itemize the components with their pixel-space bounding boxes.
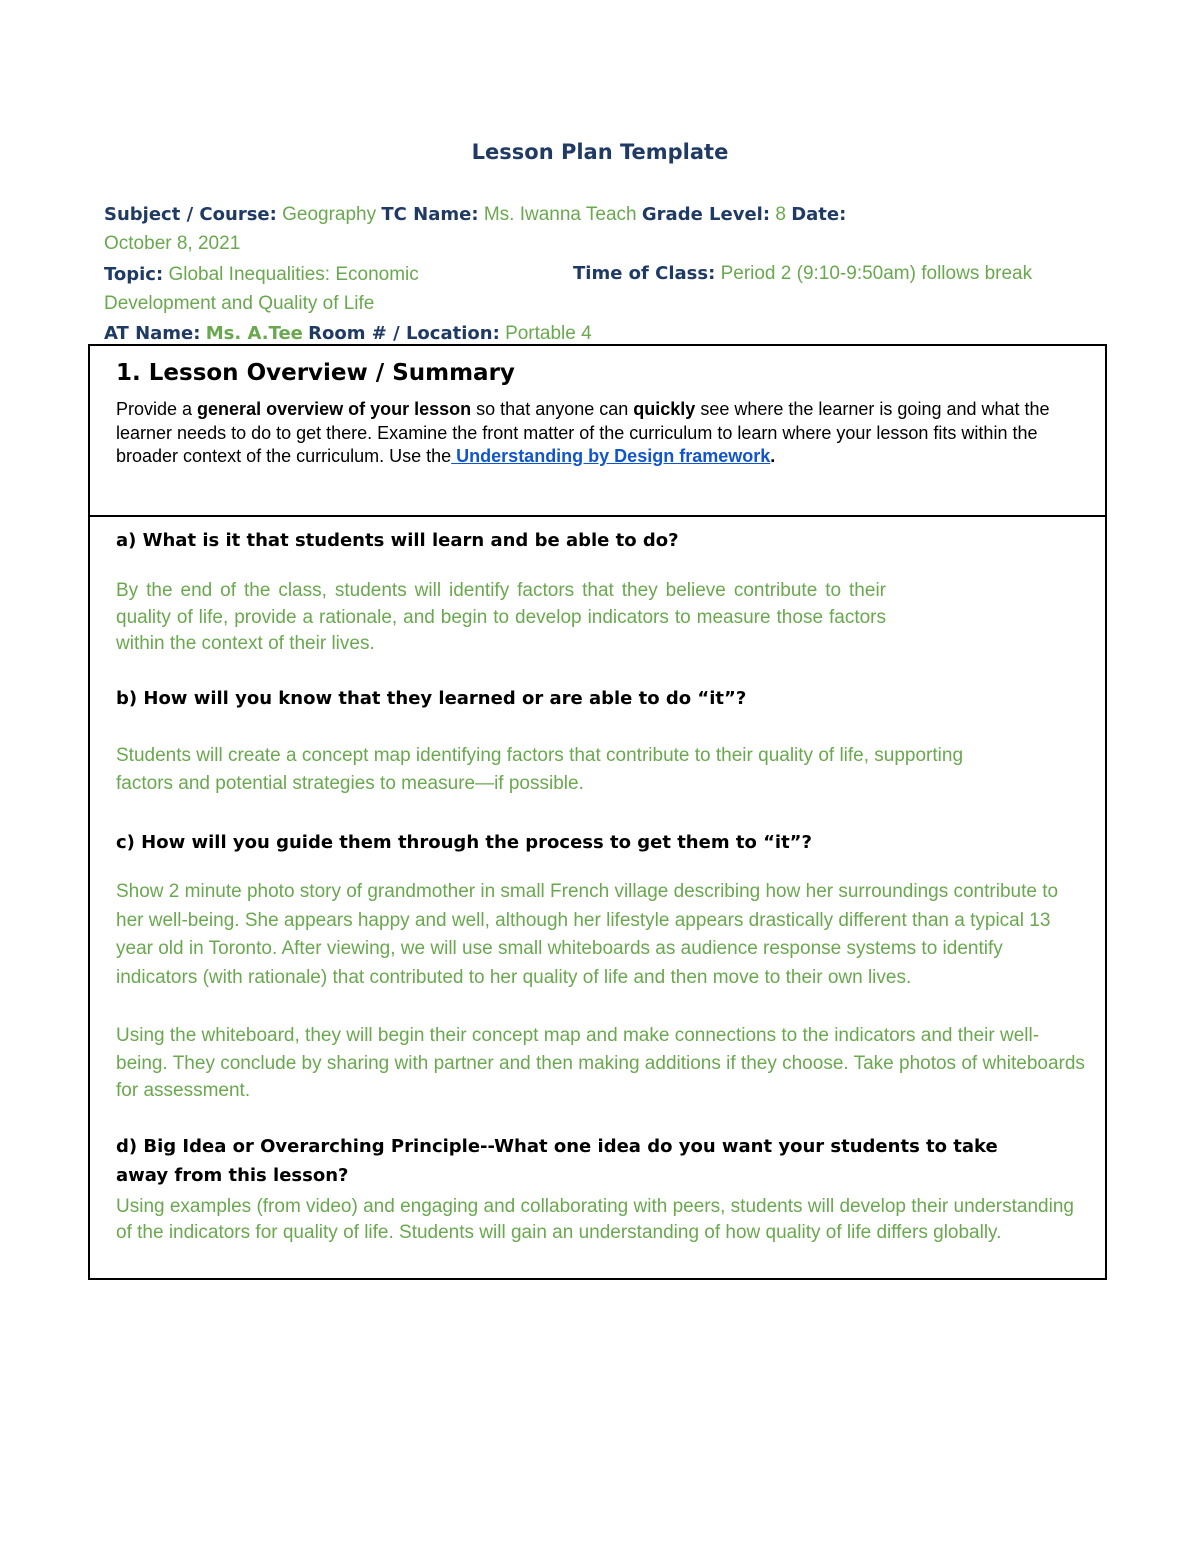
room-value: Portable 4 xyxy=(505,323,592,344)
subject-value: Geography xyxy=(282,204,377,225)
lesson-overview-table xyxy=(88,344,1107,1280)
question-a: a) What is it that students will learn and be able to do? xyxy=(116,530,679,551)
date-label: Date: xyxy=(791,204,847,225)
time-block xyxy=(573,259,1043,288)
question-c: c) How will you guide them through the process to get them to “it”? xyxy=(116,832,812,853)
page-title: Lesson Plan Template xyxy=(471,140,729,164)
topic-value: Global Inequalities: Economic Development and Quality of Life xyxy=(104,264,419,314)
answer-b: Students will create a concept map identifying factors that contribute to their quality of life, supporting factors and potential strategies to measure—if possible. xyxy=(116,745,964,794)
overview-instructions xyxy=(116,398,1091,469)
topic-block xyxy=(104,260,504,318)
table-divider xyxy=(90,515,1105,517)
answer-d: Using examples (from video) and engaging and collaborating with peers, students will develop their understanding of the indicators for quality of life. Students will gain an understanding of how quality of life differs globally. xyxy=(116,1196,1074,1243)
answer-c: Show 2 minute photo story of grandmother in small French village describing how her surroundings contribute to her well-being. She appears happy and well, although her lifestyle appears drastically different than a typical 13 year old in Toronto. After viewing, we will use small whiteboards as audience response systems to identify indicators (with rationale) that contributed to her quality of life and then move to their own lives. xyxy=(116,881,1059,988)
answer-c-continued: Using the whiteboard, they will begin their concept map and make connections to the indicators and their well-being. They conclude by sharing with partner and then making additions if they choose. Take photos of whiteboards for assessment. xyxy=(116,1025,1085,1101)
ubd-framework-link[interactable]: Understanding by Design framework xyxy=(451,446,771,466)
tc-name-value: Ms. Iwanna Teach xyxy=(483,204,637,225)
time-value: Period 2 (9:10-9:50am) follows break xyxy=(720,263,1033,284)
answer-a: By the end of the class, students will identify factors that they believe contribute to their quality of life, provide a rationale, and begin to develop indicators to measure those factors within the context of their lives. xyxy=(116,580,886,654)
time-label: Time of Class: xyxy=(573,263,716,284)
header-line-1 xyxy=(104,200,914,258)
subject-label: Subject / Course: xyxy=(104,204,277,225)
overview-emphasis: general overview of your lesson xyxy=(197,399,472,419)
grade-label: Grade Level: xyxy=(641,204,771,225)
overview-emphasis: quickly xyxy=(633,399,696,419)
question-d: d) Big Idea or Overarching Principle--What one idea do you want your students to take away from this lesson? xyxy=(116,1136,998,1186)
date-value: October 8, 2021 xyxy=(104,233,241,254)
overview-text: . xyxy=(770,446,776,466)
grade-value: 8 xyxy=(775,204,786,225)
overview-text: so that anyone can xyxy=(471,399,634,419)
at-name-value: Ms. A.Tee xyxy=(205,323,303,344)
tc-name-label: TC Name: xyxy=(381,204,479,225)
topic-label: Topic: xyxy=(104,264,164,285)
question-b: b) How will you know that they learned or are able to do “it”? xyxy=(116,688,747,709)
overview-text: Provide a xyxy=(116,399,198,419)
room-label: Room # / Location: xyxy=(308,323,500,344)
at-name-label: AT Name: xyxy=(104,323,201,344)
section-heading: 1. Lesson Overview / Summary xyxy=(116,360,515,386)
overview-text: see where the learner is going and what the learner needs to do to get there. Examine the front matter of the curriculum to learn where your lesson fits within the broader context of the curriculum. Use the xyxy=(116,399,1050,466)
